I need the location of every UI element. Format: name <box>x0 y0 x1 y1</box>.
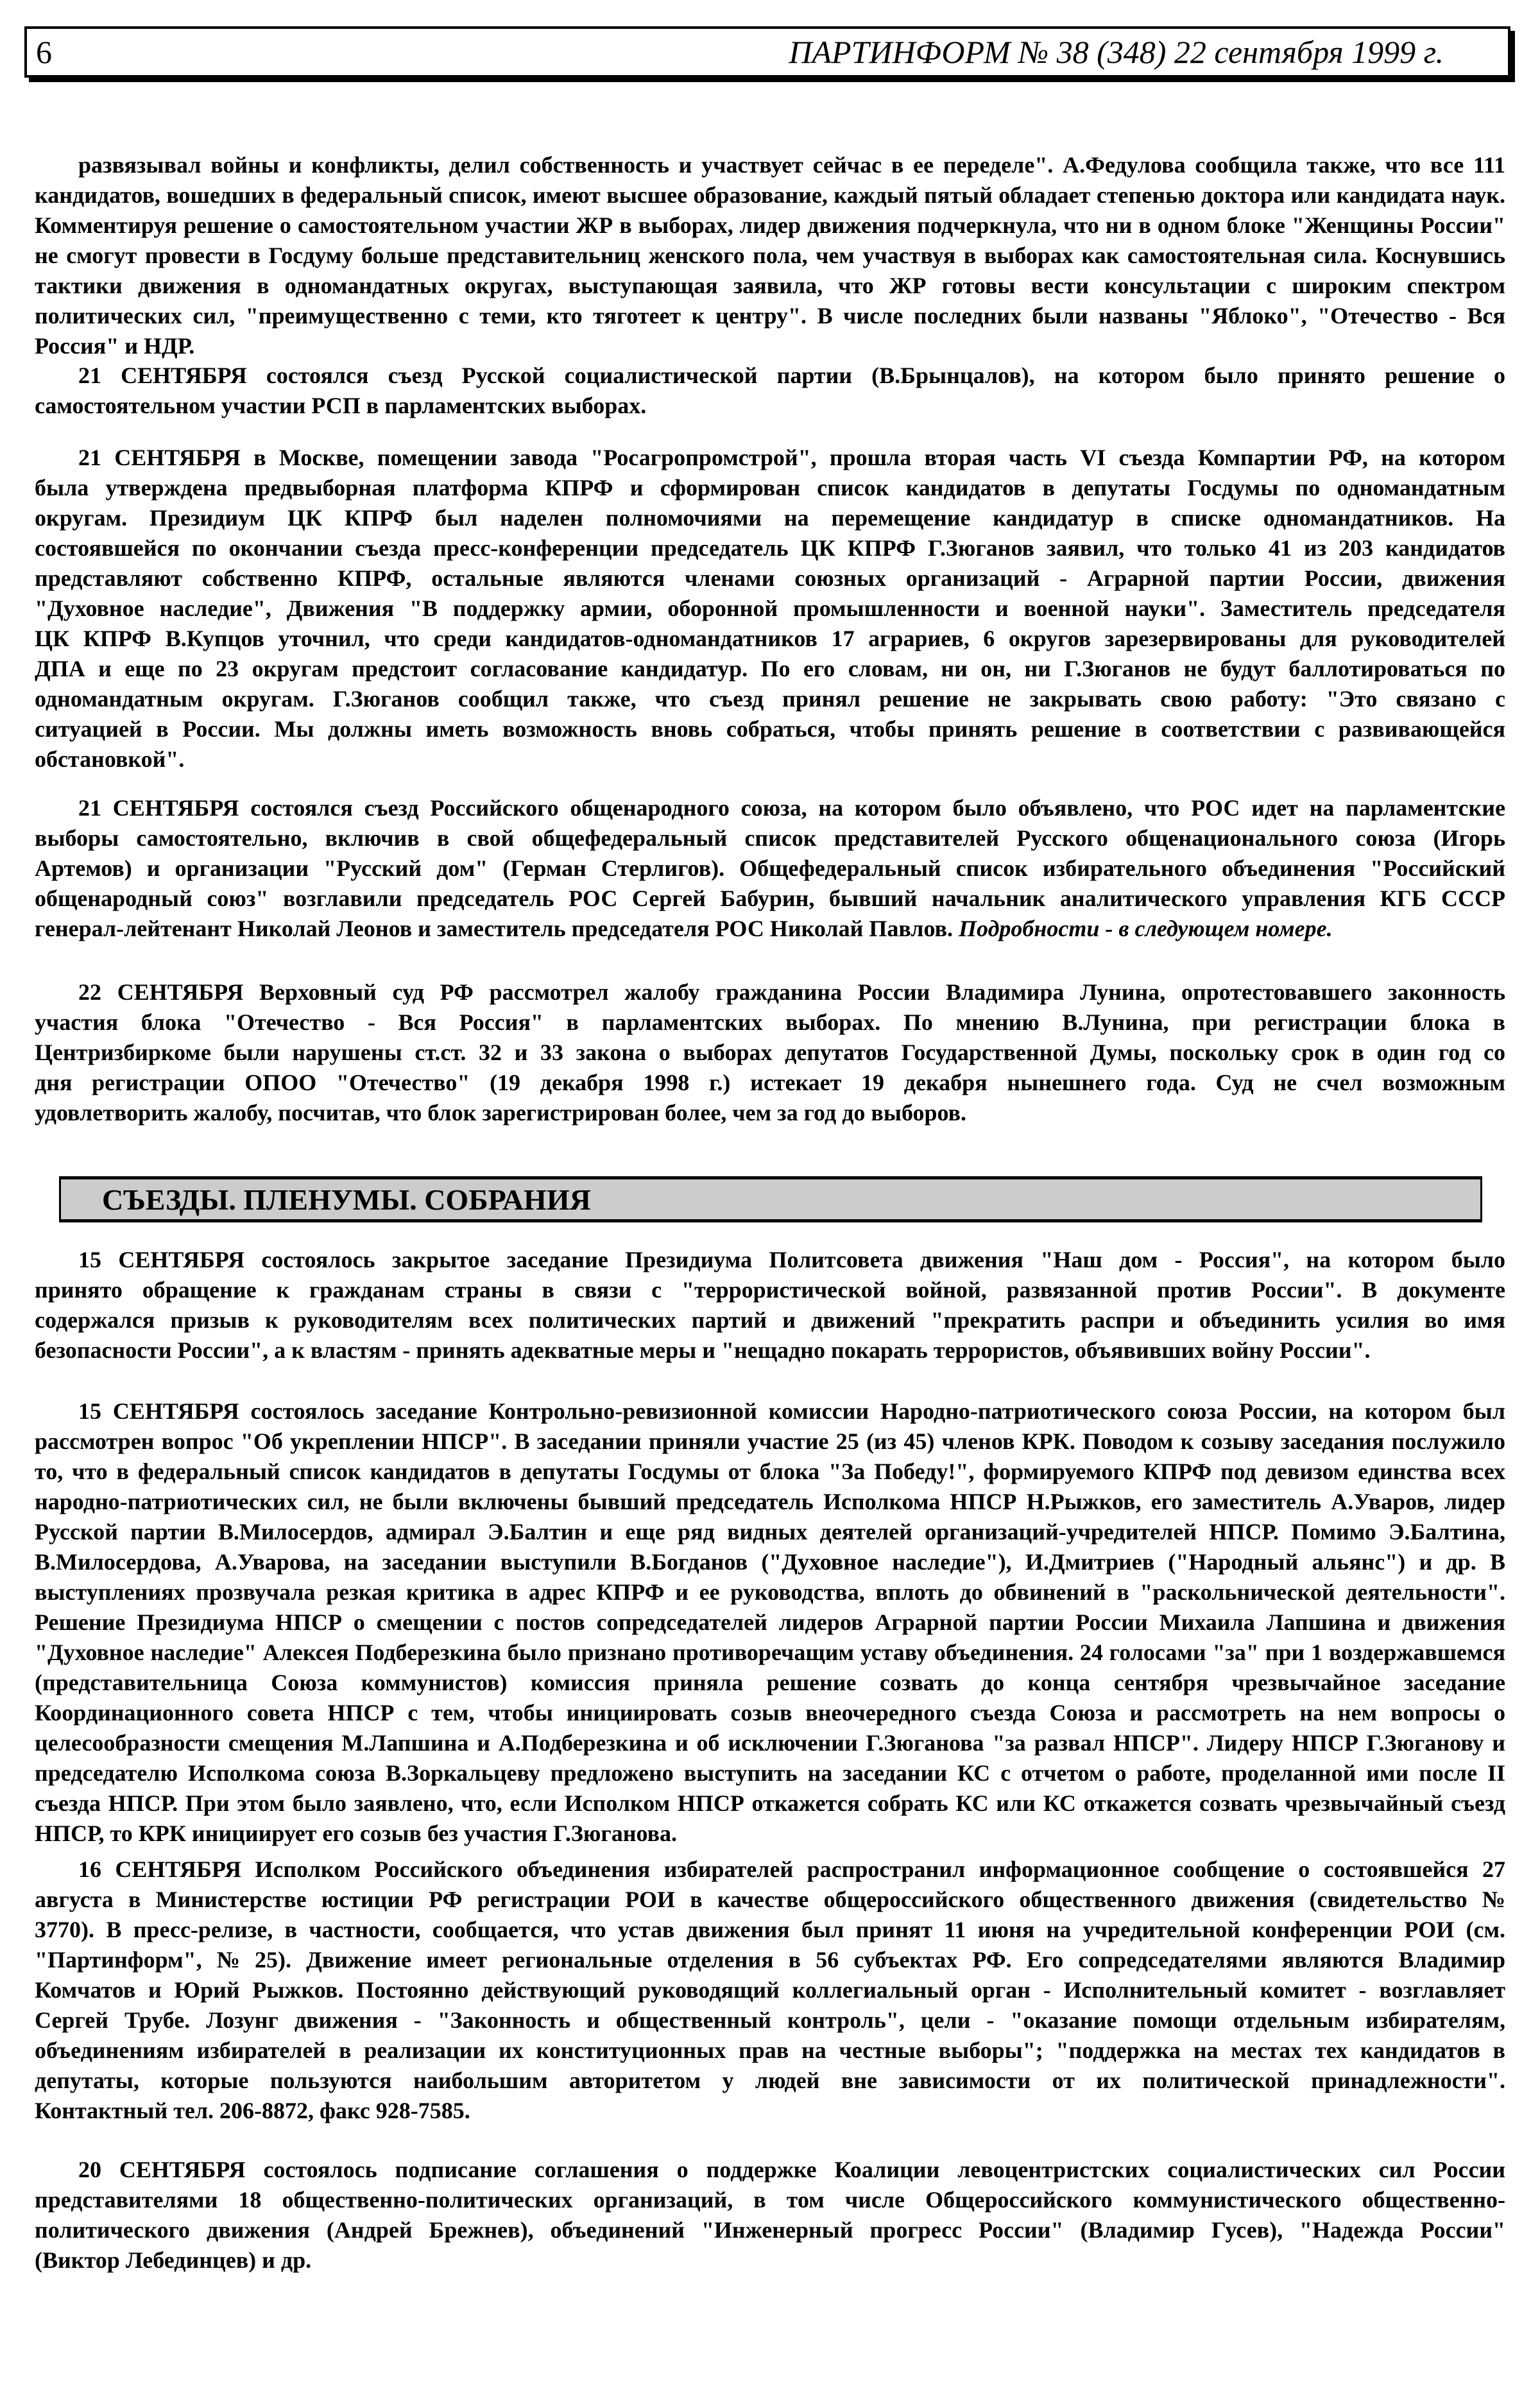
line-text: объединениям избирателей в реализации их конституционных прав на честные выборы"; "поддержка на местах тех кандидатов в <box>35 2037 1505 2063</box>
text-line <box>35 1427 1505 1457</box>
line-text: "Духовное наследие", Движения "В поддержку армии, оборонной промышленности и военной науки". Заместитель председателя <box>35 596 1505 621</box>
line-text: была утверждена предвыборная платформа КПРФ и сформирован список кандидатов в депутаты Госдумы по одномандатным <box>35 475 1505 501</box>
line-text: выступлениях прозвучала резкая критика в адрес КПРФ и ее руководства, вплоть до обвинений в "раскольнической деятельности". <box>35 1579 1505 1605</box>
line-text: политических сил, "преимущественно с теми, кто тяготеет к центру". В числе последних были названы "Яблоко", "Отечество - Вся <box>35 303 1505 329</box>
text-line <box>35 624 1505 654</box>
page-header <box>24 26 1510 78</box>
text-line <box>35 361 1505 391</box>
line-text: выборы самостоятельно, включив в свой общефедеральный список представителей Русского общенационального союза (Игорь <box>35 825 1505 851</box>
line-text: участия блока "Отечество - Вся Россия" в парламентских выборах. По мнению В.Лунина, при регистрации блока в <box>35 1009 1505 1035</box>
line-text: Русской партии В.Милосердов, адмирал Э.Балтин и еще ряд видных деятелей организаций-учредителей НПСР. Помимо Э.Балтина, <box>35 1519 1505 1545</box>
text-line <box>35 210 1505 241</box>
line-text: тактики движения в одномандатных округах, выступающая заявила, что ЖР готовы вести консультации с широким спектром <box>35 273 1505 298</box>
line-text: Центризбиркоме были нарушены ст.ст. 32 и 33 закона о выборах депутатов Государственной Думы, поскольку срок в один год со <box>35 1040 1505 1065</box>
text-line <box>35 1728 1505 1758</box>
text-line <box>35 1068 1505 1098</box>
running-title: ПАРТИНФОРМ № 38 (348) 22 сентября 1999 г. <box>789 34 1444 70</box>
line-text: 20 СЕНТЯБРЯ состоялось подписание соглашения о поддержке Коалиции левоцентристских социалистических сил России <box>78 2157 1505 2182</box>
line-text: состоявшейся по окончании съезда пресс-конференции председатель ЦК КПРФ Г.Зюганов заявил, что только 41 из 203 кандидатов <box>35 535 1505 561</box>
text-line <box>35 1915 1505 1945</box>
line-text: общенародный союз" возглавили председатель РОС Сергей Бабурин, бывший начальник аналитического управления КГБ СССР <box>35 886 1505 911</box>
text-line <box>35 1335 1505 1366</box>
line-text: съезда НПСР. При этом было заявлено, что, если Исполком НПСР откажется собрать КС или КС откажется созвать чрезвычайный съезд <box>35 1790 1505 1816</box>
paragraph-roi-registration <box>35 1855 1505 2126</box>
line-text: одномандатным округам. Г.Зюганов сообщил также, что съезд принял решение не закрывать свою работу: "Это связано с <box>35 686 1505 712</box>
paragraph-npsr-krk <box>35 1396 1505 1849</box>
text-line <box>35 1975 1505 2005</box>
line-text: (Виктор Лебединцев) и др. <box>35 2247 312 2273</box>
line-text: представителями 18 общественно-политических организаций, в том числе Общероссийского коммунистического общественно- <box>35 2187 1505 2213</box>
line-text: 21 СЕНТЯБРЯ состоялся съезд Русской социалистической партии (В.Брынцалов), на котором было принято решение о <box>78 363 1505 388</box>
text-line <box>35 1007 1505 1038</box>
text-line <box>35 503 1505 533</box>
text-line <box>35 1577 1505 1607</box>
text-line <box>35 1945 1505 1975</box>
line-text: 15 СЕНТЯБРЯ состоялось закрытое заседание Президиума Политсовета движения "Наш дом - Россия", на котором было <box>78 1247 1505 1272</box>
text-line <box>35 563 1505 594</box>
paragraph-rsp-congress <box>35 361 1505 421</box>
text-line <box>35 1038 1505 1068</box>
text-line <box>35 1275 1505 1305</box>
text-line <box>35 391 1505 421</box>
line-text: 15 СЕНТЯБРЯ состоялось заседание Контрольно-ревизионной комиссии Народно-патриотического союза России, на котором был <box>78 1398 1505 1424</box>
line-text: депутаты, которые пользуются наибольшим авторитетом у людей вне зависимости от их политической принадлежности". <box>35 2068 1505 2093</box>
text-line <box>35 473 1505 503</box>
text-line <box>35 241 1505 271</box>
section-heading-box <box>59 1176 1482 1222</box>
line-text: 21 СЕНТЯБРЯ состоялся съезд Российского общенародного союза, на котором было объявлено, что РОС идет на парламентские <box>78 795 1505 821</box>
paragraph-fedulova-continuation <box>35 150 1505 361</box>
text-line <box>35 1487 1505 1517</box>
line-text: ЦК КПРФ В.Купцов уточнил, что среди кандидатов-одномандатников 17 аграриев, 6 округов зарезервированы для руководителей <box>35 626 1505 651</box>
line-text: Комментируя решение о самостоятельном участии ЖР в выборах, лидер движения подчеркнула, что ни в одном блоке "Женщины России" <box>35 212 1505 238</box>
line-text: НПСР, то КРК инициирует его созыв без участия Г.Зюганова. <box>35 1821 678 1846</box>
text-line <box>35 331 1505 361</box>
line-text: августа в Министерстве юстиции РФ регистрации РОИ в качестве общероссийского общественного движения (свидетельство № <box>35 1887 1505 1912</box>
line-text: председателю Исполкома союза В.Зоркальцеву предложено выступить на заседании КС с отчетом о работе, проделанной ими после II <box>35 1760 1505 1786</box>
line-text: Контактный тел. 206-8872, факс 928-7585. <box>35 2098 470 2123</box>
line-text: развязывал войны и конфликты, делил собственность и участвует сейчас в ее переделе". А.Федулова сообщила также, что все 111 <box>78 152 1505 178</box>
text-line <box>35 2185 1505 2215</box>
text-line <box>35 884 1505 914</box>
line-text: не смогут провести в Госдуму больше представительниц женского пола, чем участвуя в выборах как самостоятельная сила. Коснувшись <box>35 243 1505 268</box>
paragraph-left-coalition <box>35 2155 1505 2275</box>
text-line <box>35 1758 1505 1788</box>
line-text: округам. Президиум ЦК КПРФ был наделен полномочиями на перемещение кандидатур в списке одномандатников. На <box>35 505 1505 531</box>
text-line <box>35 793 1505 823</box>
text-line <box>35 1885 1505 1915</box>
line-text: Россия" и НДР. <box>35 333 195 359</box>
line-text: 21 СЕНТЯБРЯ в Москве, помещении завода "Росагропромстрой", прошла вторая часть VI съезда Компартии РФ, на котором <box>78 445 1505 470</box>
line-text: Координационного совета НПСР с тем, чтобы инициировать созыв внеочередного съезда Союза и рассмотреть на нем вопросы о <box>35 1700 1505 1726</box>
line-text: "Духовное наследие" Алексея Подберезкина было признано противоречащим уставу объединения. 24 голосами "за" при 1 воздержавшемся <box>35 1640 1505 1665</box>
line-text: Комчатов и Юрий Рыжков. Постоянно действующий руководящий коллегиальный орган - Исполнительный комитет - возглавляет <box>35 1977 1505 2003</box>
text-line <box>35 2035 1505 2066</box>
text-line <box>35 977 1505 1007</box>
text-line <box>35 1638 1505 1668</box>
line-text: ДПА и еще по 23 округам предстоит согласование кандидатур. По его словам, ни он, ни Г.Зюганов не будут баллотироваться по <box>35 656 1505 681</box>
line-text: дня регистрации ОПОО "Отечество" (19 декабря 1998 г.) истекает 19 декабря нынешнего года. Суд не счел возможным <box>35 1070 1505 1095</box>
text-line <box>35 1098 1505 1128</box>
italic-note: Подробности - в следующем номере. <box>959 916 1333 941</box>
line-text: удовлетворить жалобу, посчитав, что блок зарегистрирован более, чем за год до выборов. <box>35 1100 967 1126</box>
text-line <box>35 150 1505 180</box>
text-line <box>35 1819 1505 1849</box>
line-text: кандидатов, вошедших в федеральный список, имеют высшее образование, каждый пятый обладает степенью доктора или кандидата наук. <box>35 182 1505 208</box>
text-line <box>35 1788 1505 1819</box>
text-line <box>35 2245 1505 2275</box>
page-number: 6 <box>36 34 52 70</box>
text-line <box>35 2096 1505 2126</box>
text-line <box>35 744 1505 775</box>
line-text: самостоятельном участии РСП в парламентских выборах. <box>35 393 647 418</box>
line-text: Артемов) и организации "Русский дом" (Герман Стерлигов). Общефедеральный список избирательного объединения "Российский <box>35 855 1505 881</box>
text-line <box>35 180 1505 210</box>
text-line <box>35 714 1505 744</box>
line-text: Решение Президиума НПСР о смещении с постов сопредседателей лидеров Аграрной партии России Михаила Лапшина и движения <box>35 1609 1505 1635</box>
paragraph-supreme-court <box>35 977 1505 1128</box>
text-line <box>35 271 1505 301</box>
line-text: (представительница Союза коммунистов) комиссия приняла решение созвать до конца сентября чрезвычайное заседание <box>35 1670 1505 1695</box>
section-heading: СЪЕЗДЫ. ПЛЕНУМЫ. СОБРАНИЯ <box>102 1183 591 1216</box>
text-line <box>35 823 1505 853</box>
text-line <box>35 301 1505 331</box>
text-line <box>35 2066 1505 2096</box>
line-text: принято обращение к гражданам страны в связи с "террористической войной, развязанной против России". В документе <box>35 1277 1505 1303</box>
line-text: 16 СЕНТЯБРЯ Исполком Российского объединения избирателей распространил информационное сообщение о состоявшейся 27 <box>78 1856 1505 1882</box>
paragraph-ndr-presidium <box>35 1245 1505 1366</box>
paragraph-kprf-congress <box>35 443 1505 775</box>
text-line <box>35 1517 1505 1547</box>
text-line <box>35 1245 1505 1275</box>
text-line <box>35 594 1505 624</box>
text-line <box>35 684 1505 714</box>
text-line <box>35 1698 1505 1728</box>
text-line <box>35 2005 1505 2035</box>
line-text: обстановкой". <box>35 746 185 772</box>
line-text: народно-патриотических сил, не были включены бывший председатель Исполкома НПСР Н.Рыжков, его заместитель А.Уваров, лидер <box>35 1489 1505 1514</box>
line-text: то, что в федеральный список кандидатов в депутаты Госдумы от блока "За Победу!", формируемого КПРФ под девизом единства всех <box>35 1459 1505 1484</box>
line-text: ситуацией в России. Мы должны иметь возможность вновь собраться, чтобы принять решение в соответствии с развивающейся <box>35 716 1505 742</box>
text-line <box>35 1396 1505 1427</box>
text-line <box>35 1607 1505 1638</box>
text-line <box>35 1457 1505 1487</box>
line-text: "Партинформ", № 25). Движение имеет региональные отделения в 56 субъектах РФ. Его сопредседателями являются Владимир <box>35 1947 1505 1973</box>
paragraph-ros-congress <box>35 793 1505 944</box>
line-text: целесообразности смещения М.Лапшина и А.Подберезкина и об исключении Г.Зюганова "за развал НПСР". Лидеру НПСР Г.Зюганову и <box>35 1730 1505 1756</box>
line-text: представляют собственно КПРФ, остальные являются членами союзных организаций - Аграрной партии России, движения <box>35 565 1505 591</box>
line-text: 3770). В пресс-релизе, в частности, сообщается, что устав движения был принят 11 июня на учредительной конференции РОИ (см. <box>35 1917 1505 1942</box>
line-text: безопасности России", а к властям - принять адекватные меры и "нещадно покарать террористов, объявивших войну России". <box>35 1337 1371 1363</box>
text-line <box>35 914 1505 944</box>
text-line <box>35 443 1505 473</box>
text-line <box>35 533 1505 563</box>
line-text: содержался призыв к руководителям всех политических партий и движений "прекратить распри и объединить усилия во имя <box>35 1307 1505 1333</box>
line-text: 22 СЕНТЯБРЯ Верховный суд РФ рассмотрел жалобу гражданина России Владимира Лунина, опротестовавшего законность <box>78 979 1505 1005</box>
text-line <box>35 853 1505 884</box>
text-line <box>35 2155 1505 2185</box>
text-line <box>35 654 1505 684</box>
line-text: рассмотрен вопрос "Об укреплении НПСР". В заседании приняли участие 25 (из 45) членов КРК. Поводом к созыву заседания послужило <box>35 1428 1505 1454</box>
text-line <box>35 1855 1505 1885</box>
text-line <box>35 1668 1505 1698</box>
line-text: политического движения (Андрей Брежнев), объединений "Инженерный прогресс России" (Владимир Гусев), "Надежда России" <box>35 2217 1505 2243</box>
line-text: В.Милосердова, А.Уварова, на заседании выступили В.Богданов ("Духовное наследие"), И.Дмитриев ("Народный альянс") и др. В <box>35 1549 1505 1575</box>
text-line <box>35 1547 1505 1577</box>
line-text: Сергей Трубе. Лозунг движения - "Законность и общественный контроль", цели - "оказание помощи отдельным избирателям, <box>35 2007 1505 2033</box>
line-text: генерал-лейтенант Николай Леонов и заместитель председателя РОС Николай Павлов. <box>35 916 954 941</box>
text-line <box>35 1305 1505 1335</box>
text-line <box>35 2215 1505 2245</box>
